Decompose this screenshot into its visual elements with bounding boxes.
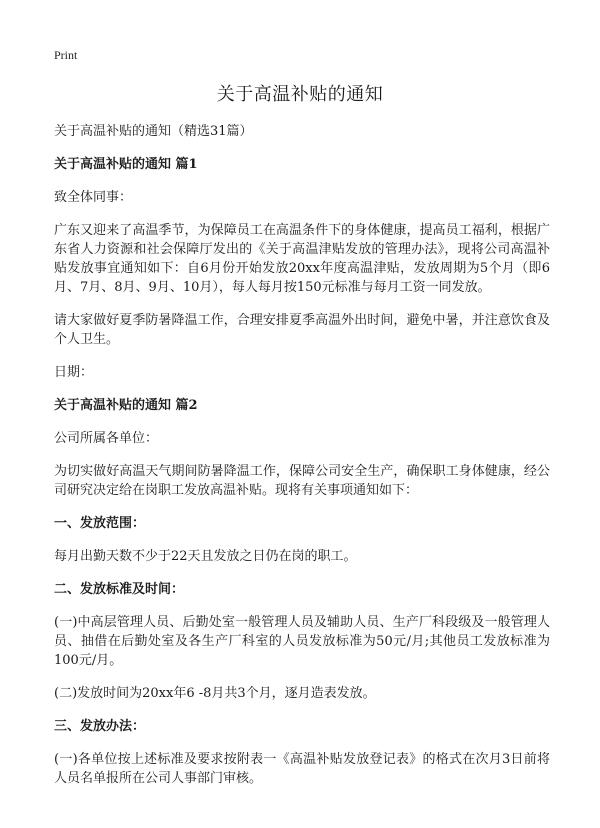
subheading-standard: 二、发放标准及时间：: [54, 582, 185, 597]
paragraph: (一)各单位按上述标准及要求按附表一《高温补贴发放登记表》的格式在次月3日前将人员名单报所在公司人事部门审核。: [54, 752, 550, 786]
subheading-method: 三、发放办法：: [54, 719, 146, 734]
paragraph: (二)发放时间为20xx年6 -8月共3个月，逐月造表发放。: [54, 686, 376, 701]
print-link[interactable]: Print: [54, 48, 78, 62]
paragraph: 广东又迎来了高温季节，为保障员工在高温条件下的身体健康，提高员工福利，根据广东省人力资源和社会保障厅发出的《关于高温津贴发放的管理办法》，现将公司高温补贴发放事宜通知如下：自6月份开始发放20xx年度高温津贴，发放周期为5个月（即6月、7月、8月、9月、10月），每人每月按150元标准与每月工资一同发放。: [54, 223, 550, 295]
section-heading-1: 关于高温补贴的通知 篇1: [54, 157, 198, 172]
paragraph: (一)中高层管理人员、后勤处室一般管理人员及辅助人员、生产厂科段级及一般管理人员、抽借在后勤处室及各生产厂科室的人员发放标准为50元/月;其他员工发放标准为100元/月。: [54, 615, 550, 668]
section-heading-2: 关于高温补贴的通知 篇2: [54, 398, 198, 413]
subheading-scope: 一、发放范围：: [54, 516, 146, 531]
paragraph: 每月出勤天数不少于22天且发放之日仍在岗的职工。: [54, 549, 357, 564]
paragraph: 为切实做好高温天气期间防暑降温工作，保障公司安全生产，确保职工身体健康，经公司研究决定给在岗职工发放高温补贴。现将有关事项通知如下：: [54, 464, 550, 498]
date-label: 日期：: [54, 365, 94, 380]
document-subtitle: 关于高温补贴的通知（精选31篇）: [54, 124, 253, 139]
paragraph: 请大家做好夏季防暑降温工作，合理安排夏季高温外出时间，避免中暑，并注意饮食及个人卫生。: [54, 313, 550, 347]
greeting-1: 致全体同事：: [54, 190, 133, 205]
greeting-2: 公司所属各单位：: [54, 431, 159, 446]
page-title: 关于高温补贴的通知: [216, 84, 384, 105]
document-body: [54, 122, 550, 802]
